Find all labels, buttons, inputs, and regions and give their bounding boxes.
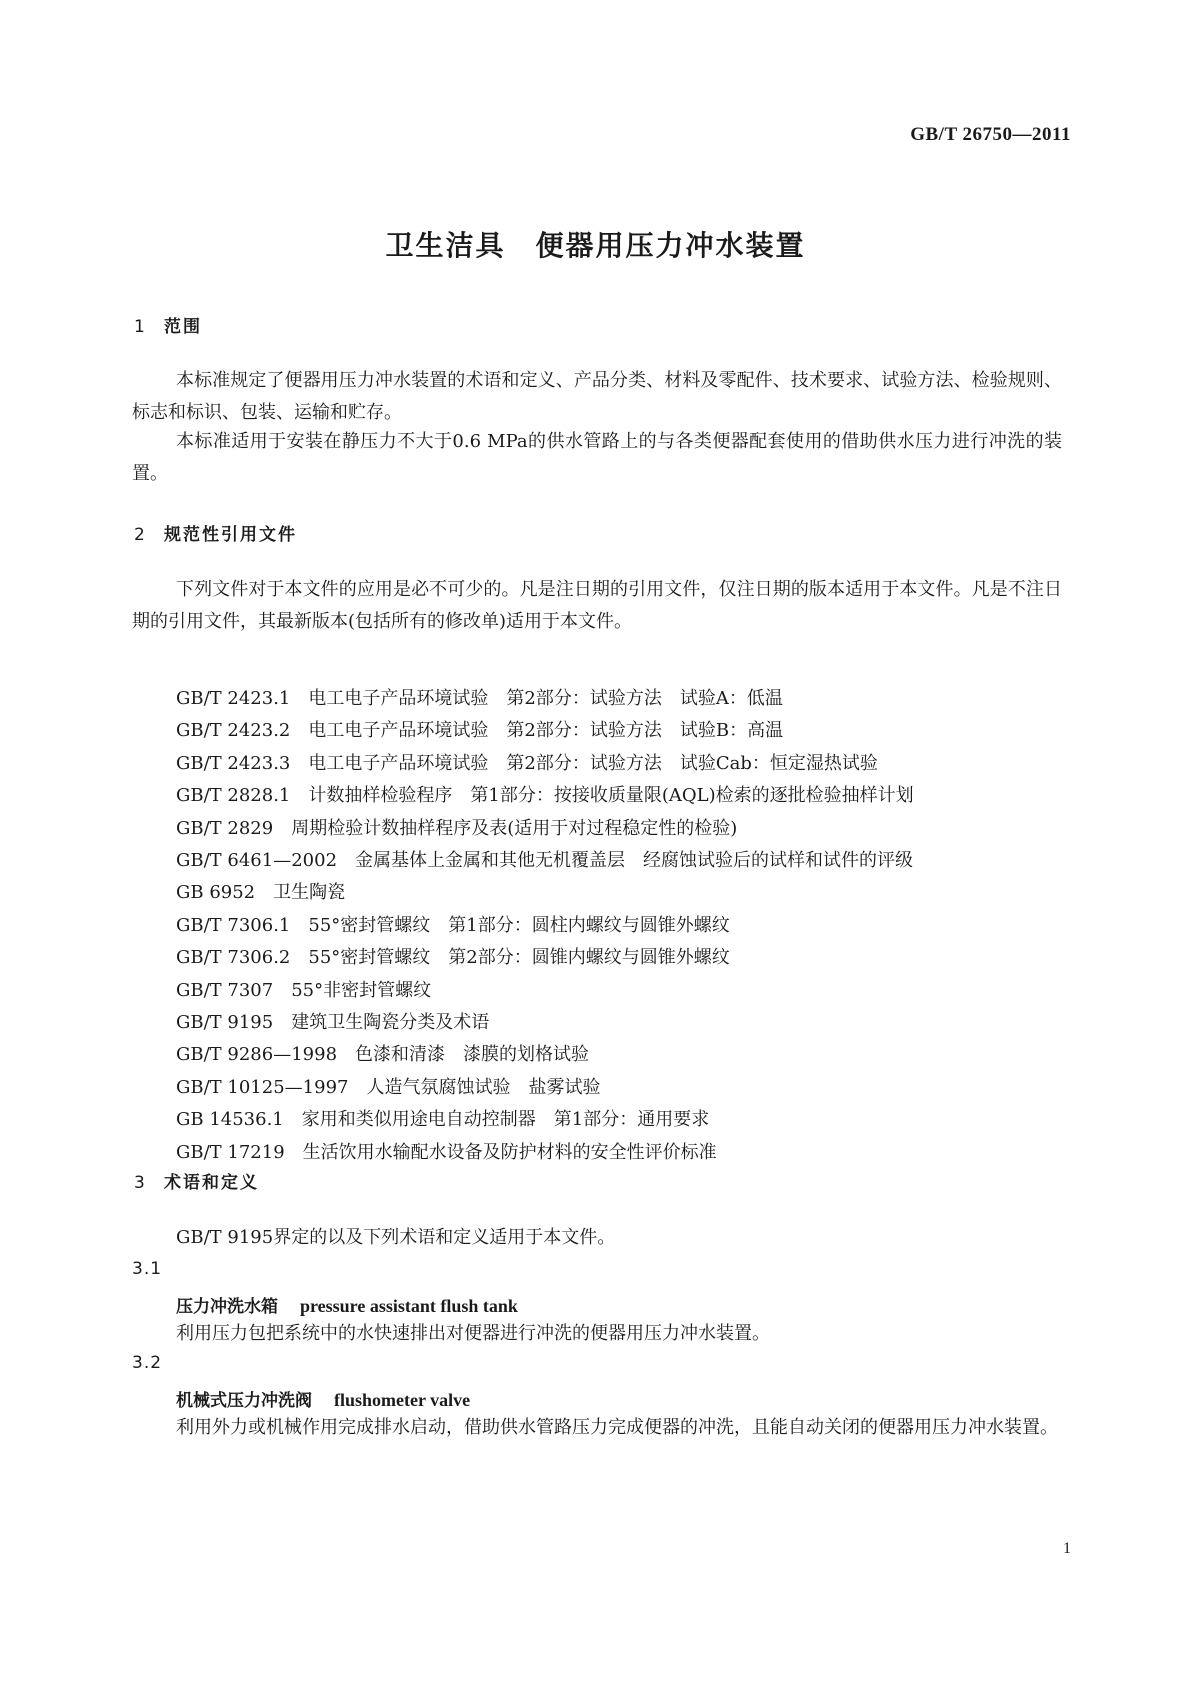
reference-item [176,910,914,942]
reference-item [176,877,914,909]
reference-code: GB/T 10125—1997 [176,1076,349,1098]
reference-item [176,683,914,715]
reference-title: 家用和类似用途电自动控制器 第1部分：通用要求 [301,1109,710,1131]
reference-title: 建筑卫生陶瓷分类及术语 [291,1012,490,1034]
reference-item [176,942,914,974]
reference-code: GB 6952 [176,882,256,904]
section-3-title: 术语和定义 [164,1173,259,1193]
section-1-number: 1 [134,317,147,337]
section-3-heading [134,1168,259,1193]
reference-list [176,683,914,1169]
reference-item [176,1072,914,1104]
term-3-2-title [176,1386,470,1411]
reference-code: GB/T 2829 [176,817,274,839]
reference-code: GB/T 9195 [176,1012,274,1034]
reference-title: 人造气氛腐蚀试验 盐雾试验 [366,1076,601,1098]
reference-code: GB/T 2423.1 [176,688,291,709]
reference-code: GB/T 2423.2 [176,720,291,742]
scope-paragraph-1: 本标准规定了便器用压力冲水装置的术语和定义、产品分类、材料及零配件、技术要求、试验方法、检验规则、标志和标识、包装、运输和贮存。 [132,370,1062,423]
terms-intro-paragraph: GB/T 9195界定的以及下列术语和定义适用于本文件。 [176,1227,616,1248]
reference-title: 生活饮用水输配水设备及防护材料的安全性评价标准 [302,1141,717,1163]
reference-title: 色漆和清漆 漆膜的划格试验 [355,1044,590,1066]
reference-title: 55°密封管螺纹 第2部分：圆锥内螺纹与圆锥外螺纹 [308,947,730,969]
term-3-1-definition: 利用压力包把系统中的水快速排出对便器进行冲洗的便器用压力冲水装置。 [176,1323,770,1344]
section-3-number: 3 [134,1173,147,1193]
section-2-heading [134,520,297,545]
reference-title: 55°非密封管螺纹 [291,979,432,1001]
reference-code: GB/T 6461—2002 [176,850,338,872]
reference-code: GB 14536.1 [176,1109,284,1131]
document-title: 卫生洁具 便器用压力冲水装置 [385,229,806,262]
reference-title: 电工电子产品环境试验 第2部分：试验方法 试验B：高温 [308,720,784,742]
reference-item [176,715,914,747]
section-1-title: 范围 [164,317,202,337]
reference-title: 55°密封管螺纹 第1部分：圆柱内螺纹与圆锥外螺纹 [308,914,730,936]
reference-title: 电工电子产品环境试验 第2部分：试验方法 试验Cab：恒定湿热试验 [308,752,878,774]
reference-item [176,1039,914,1071]
reference-title: 计数抽样检验程序 第1部分：按接收质量限(AQL)检索的逐批检验抽样计划 [308,785,914,807]
reference-title: 电工电子产品环境试验 第2部分：试验方法 试验A：低温 [308,688,783,709]
reference-item [176,845,914,877]
section-2-number: 2 [134,525,147,545]
reference-item [176,748,914,780]
reference-code: GB/T 7306.1 [176,914,291,936]
term-3-2-definition: 利用外力或机械作用完成排水启动，借助供水管路压力完成便器的冲洗，且能自动关闭的便器用压力冲水装置。 [176,1417,1058,1438]
refs-intro-paragraph: 下列文件对于本文件的应用是必不可少的。凡是注日期的引用文件，仅注日期的版本适用于本文件。凡是不注日期的引用文件，其最新版本(包括所有的修改单)适用于本文件。 [132,579,1062,632]
reference-item [176,1104,914,1136]
reference-code: GB/T 17219 [176,1141,285,1163]
term-en: flushometer valve [334,1390,471,1410]
reference-code: GB/T 2423.3 [176,752,291,774]
scope-paragraph-2: 本标准适用于安装在静压力不大于0.6 MPa的供水管路上的与各类便器配套使用的借助供水压力进行冲洗的装置。 [132,431,1062,484]
section-1-heading [134,312,202,337]
reference-title: 卫生陶瓷 [273,882,346,904]
term-3-1-title [176,1292,518,1317]
reference-item [176,1137,914,1169]
reference-item [176,813,914,845]
term-zh: 机械式压力冲洗阀 [176,1391,312,1411]
reference-code: GB/T 9286—1998 [176,1044,338,1066]
reference-item [176,780,914,812]
reference-code: GB/T 7307 [176,979,274,1001]
reference-item [176,975,914,1007]
reference-code: GB/T 2828.1 [176,785,291,807]
term-zh: 压力冲洗水箱 [176,1297,278,1317]
page-number: 1 [1063,1540,1071,1557]
term-3-2-number: 3.2 [132,1353,163,1373]
term-3-1-number: 3.1 [132,1259,163,1279]
reference-item [176,1007,914,1039]
reference-title: 金属基体上金属和其他无机覆盖层 经腐蚀试验后的试样和试件的评级 [355,850,914,872]
standard-code: GB/T 26750—2011 [910,124,1071,145]
section-2-title: 规范性引用文件 [164,525,297,545]
term-en: pressure assistant flush tank [300,1296,518,1316]
reference-title: 周期检验计数抽样程序及表(适用于对过程稳定性的检验) [291,817,738,839]
reference-code: GB/T 7306.2 [176,947,291,969]
